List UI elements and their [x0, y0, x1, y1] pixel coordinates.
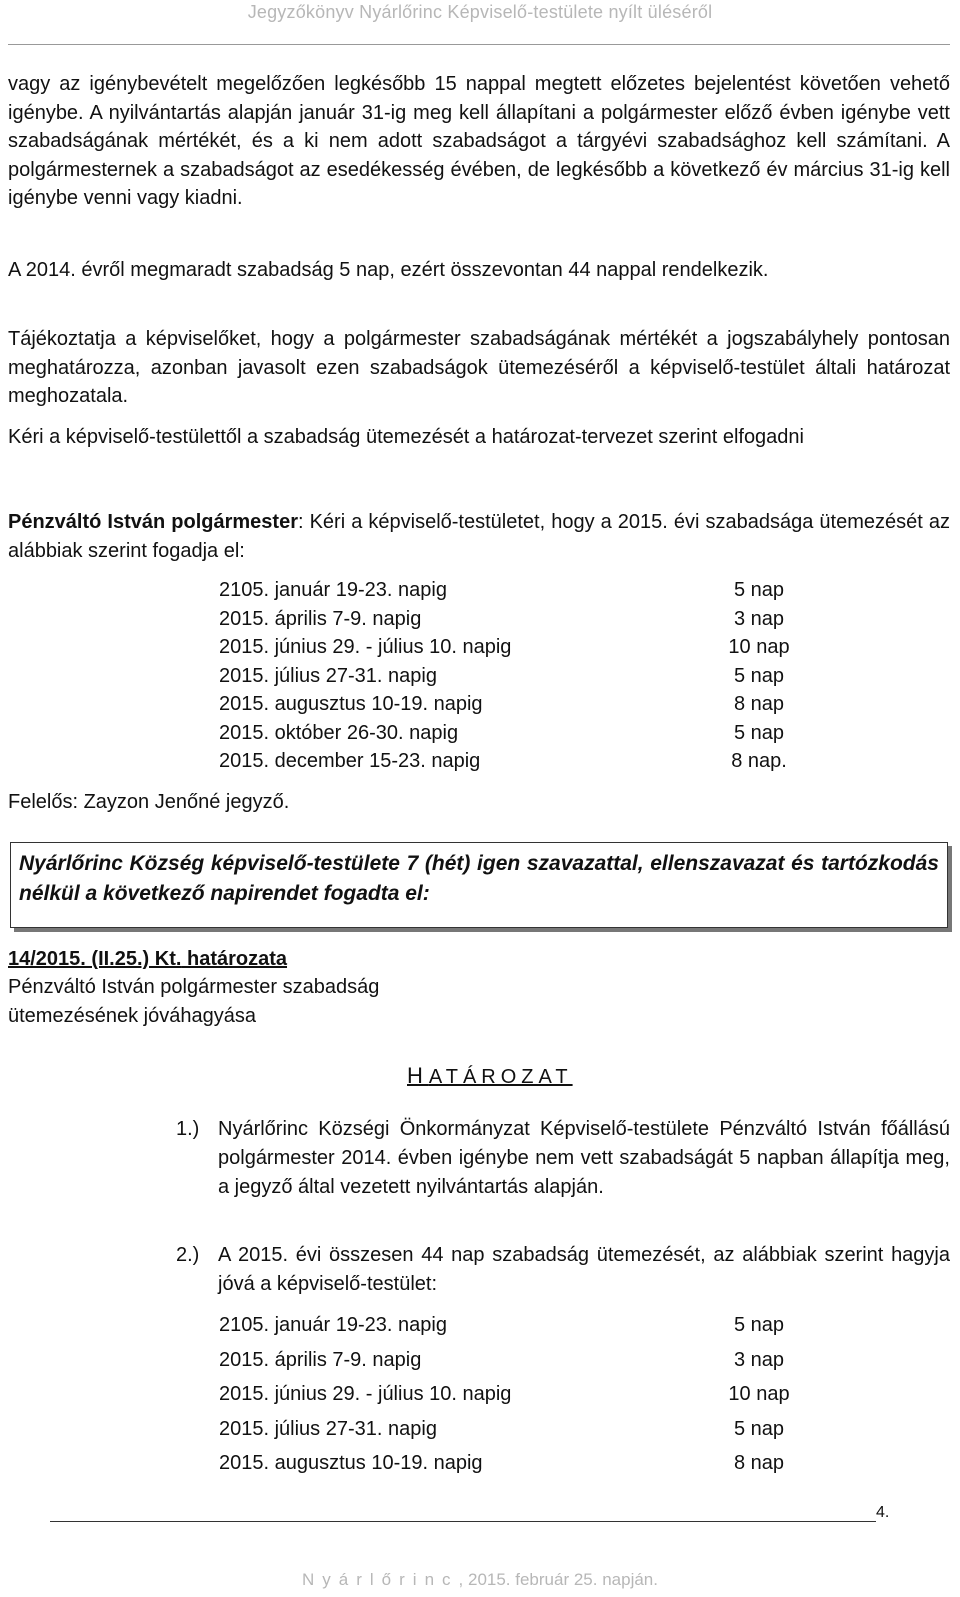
schedule-period: 2015. április 7-9. napig [219, 607, 422, 630]
leave-schedule-proposal [219, 576, 819, 776]
schedule-period: 2015. július 27-31. napig [219, 1417, 437, 1440]
schedule-row [219, 1446, 819, 1481]
schedule-days: 8 nap. [731, 750, 787, 772]
footer-place: Nyárlőrinc [302, 1570, 459, 1589]
item-number: 1.) [176, 1118, 200, 1140]
mayor-request-text: : Kéri a képviselő-testületet, hogy a 2015. évi szabadsága ütemezését az alábbiak szerint fogadja el: [8, 511, 950, 562]
schedule-days: 3 nap [733, 1348, 785, 1371]
paragraph-leave-rules: vagy az igénybevételt megelőzően legkésőbb 15 nappal megtett előzetes bejelentést követően vehető igénybe. A nyilvántartás alapján január 31-ig meg kell állapítani a polgármester előző évben igénybe vett szabadságának mértékét, és a ki nem adott szabadságot a tárgyévi szabadsághoz kell számítani. A polgármesternek a szabadságot az esedékesség évében, de legkésőbb a következő év március 31-ig kell igénybe venni vagy kiadni. [8, 73, 950, 209]
resolution-title-rest: ATÁROZAT [428, 1066, 573, 1088]
header-divider [8, 44, 950, 45]
resolution-number-prefix: 14/2015. (II.25.) Kt. [8, 948, 182, 970]
schedule-days: 8 nap [733, 693, 785, 715]
leave-schedule-approved [219, 1308, 819, 1481]
schedule-row [219, 633, 819, 662]
schedule-days: 5 nap [733, 721, 785, 744]
mayor-name: Pénzváltó István polgármester [8, 511, 298, 533]
schedule-period: 2105. január 19-23. napig [219, 579, 447, 601]
schedule-period: 2015. június 29. - július 10. napig [219, 636, 512, 658]
schedule-days: 5 nap [733, 1417, 785, 1440]
paragraph-remaining-leave: A 2014. évről megmaradt szabadság 5 nap, ezért összevontan 44 nappal rendelkezik. [8, 259, 769, 281]
schedule-row [219, 1412, 819, 1447]
paragraph-information: Tájékoztatja a képviselőket, hogy a polgármester szabadságának mértékét a jogszabályhely pontosan meghatározza, azonban javasolt ezen szabadságok ütemezéséről a képviselő-testület általi határozat meghozatala. [8, 328, 950, 407]
responsible-person: Felelős: Zayzon Jenőné jegyző. [8, 791, 290, 813]
schedule-period: 2015. július 27-31. napig [219, 664, 437, 687]
page-number: 4. [876, 1504, 890, 1521]
schedule-row [219, 576, 819, 605]
schedule-period: 2015. augusztus 10-19. napig [219, 693, 483, 715]
schedule-row [219, 719, 819, 748]
resolution-subject-line2: ütemezésének jóváhagyása [8, 1005, 256, 1027]
footer-divider [50, 1521, 876, 1522]
schedule-days: 10 nap [728, 1383, 790, 1405]
schedule-days: 5 nap [733, 1314, 785, 1336]
paragraph-request: Kéri a képviselő-testülettől a szabadság ütemezését a határozat-tervezet szerint elfogadni [8, 426, 804, 448]
resolution-item-2 [176, 1241, 950, 1299]
resolution-title [407, 1063, 573, 1089]
schedule-period: 2015. december 15-23. napig [219, 750, 481, 772]
item-text: A 2015. évi összesen 44 nap szabadság ütemezését, az alábbiak szerint hagyja jóvá a képviselő-testület: [218, 1244, 950, 1295]
schedule-days: 5 nap [733, 664, 785, 687]
vote-result-box: Nyárlőrinc Község képviselő-testülete 7 (hét) igen szavazattal, ellenszavazat és tartózkodás nélkül a következő napirendet fogadta el: [10, 842, 948, 928]
schedule-row [219, 1343, 819, 1378]
schedule-row [219, 605, 819, 634]
schedule-row [219, 662, 819, 691]
schedule-days: 3 nap [733, 607, 785, 630]
schedule-period: 2105. január 19-23. napig [219, 1314, 447, 1336]
schedule-period: 2015. április 7-9. napig [219, 1348, 422, 1371]
schedule-row [219, 1308, 819, 1343]
paragraph-mayor-request [8, 508, 950, 565]
schedule-days: 5 nap [733, 579, 785, 601]
schedule-row [219, 1377, 819, 1412]
item-text: Nyárlőrinc Községi Önkormányzat Képviselő-testülete Pénzváltó István főállású polgármester 2014. évben igénybe nem vett szabadságát 5 napban állapítja meg, a jegyző által vezetett nyilvántartás alapján. [218, 1118, 950, 1198]
schedule-period: 2015. augusztus 10-19. napig [219, 1452, 483, 1474]
resolution-subject-line1: Pénzváltó István polgármester szabadság [8, 976, 380, 998]
page-header: Jegyzőkönyv Nyárlőrinc Képviselő-testülete nyílt üléséről [247, 2, 713, 22]
footer-date: , 2015. február 25. napján. [458, 1570, 658, 1589]
schedule-row [219, 747, 819, 776]
schedule-days: 8 nap [733, 1452, 785, 1474]
schedule-row [219, 690, 819, 719]
resolution-item-1 [176, 1115, 950, 1202]
schedule-period: 2015. október 26-30. napig [219, 721, 459, 744]
resolution-number-suffix: határozata [181, 948, 288, 970]
item-number: 2.) [176, 1244, 200, 1266]
schedule-days: 10 nap [728, 636, 790, 658]
page-footer [0, 1570, 960, 1590]
schedule-period: 2015. június 29. - július 10. napig [219, 1383, 512, 1405]
resolution-number [8, 945, 287, 974]
resolution-title-initial: H [407, 1063, 429, 1088]
